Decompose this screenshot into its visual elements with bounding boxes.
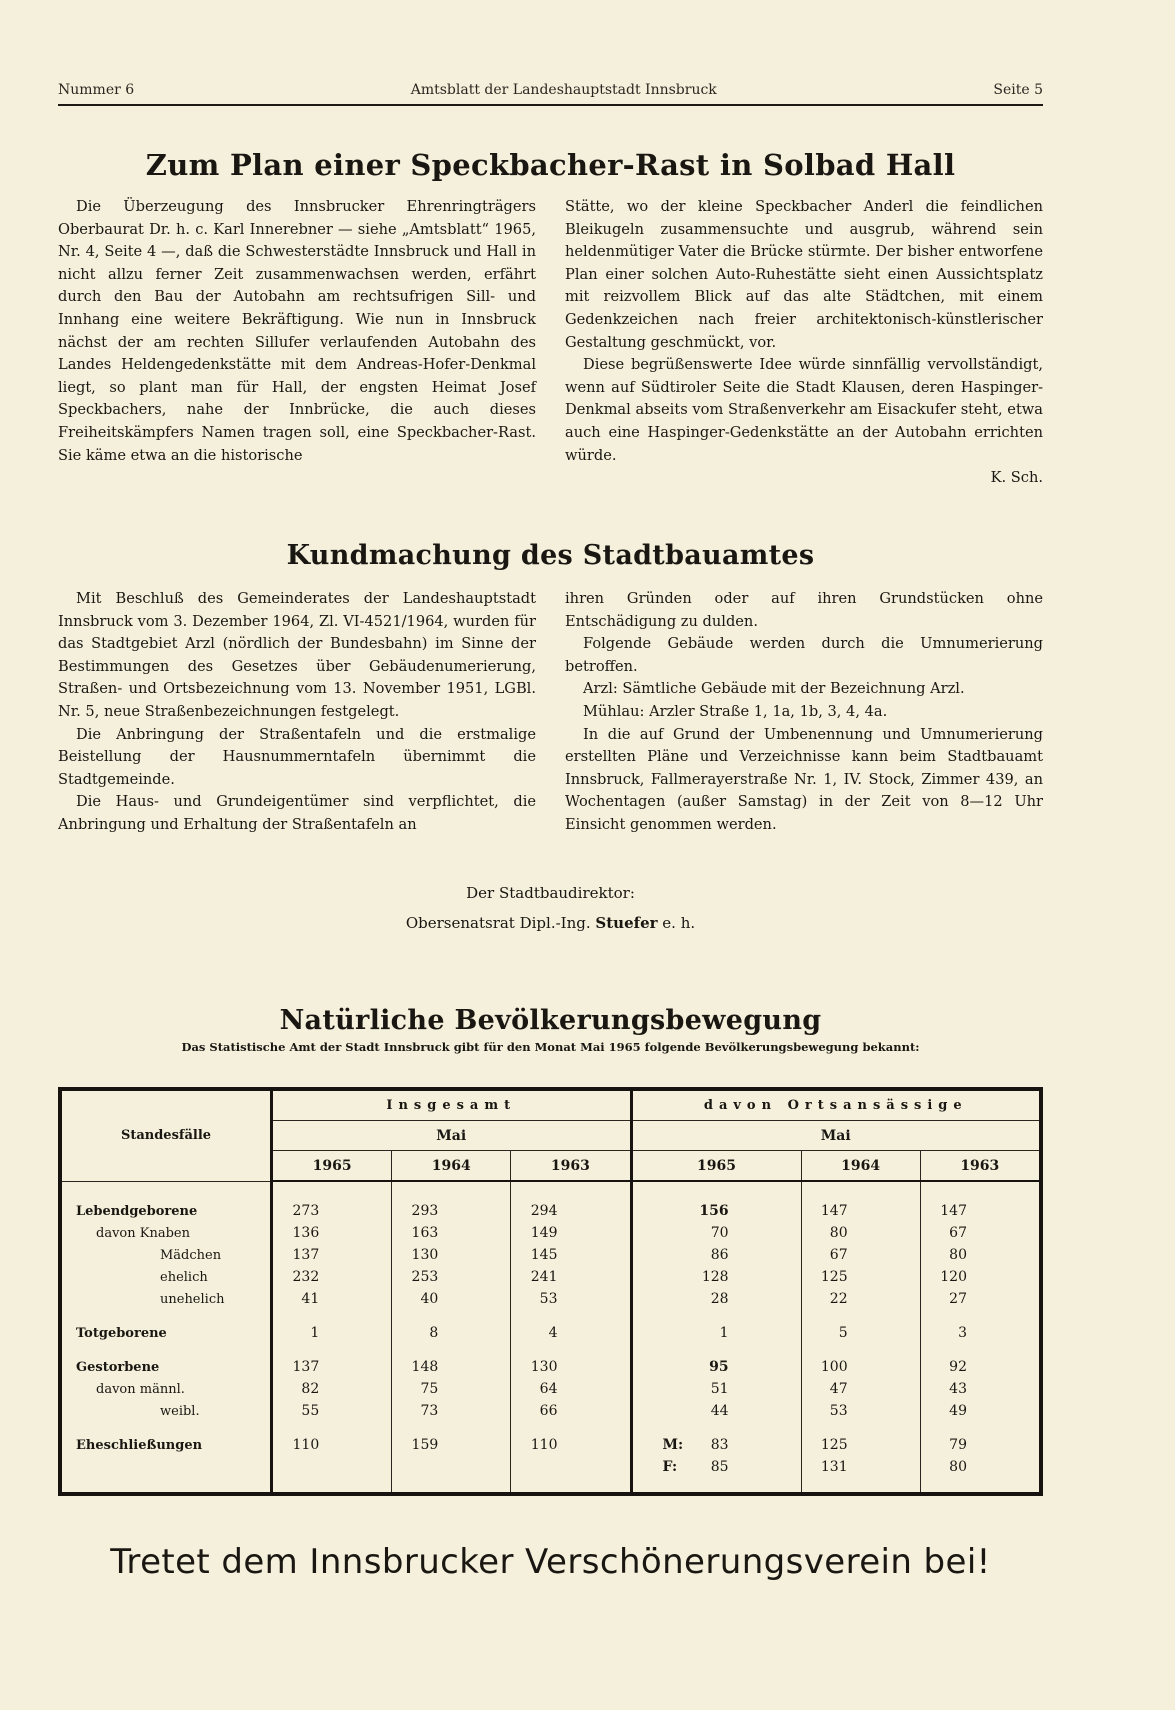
group-header-total: Insgesamt	[272, 1089, 632, 1121]
table-row: Lebendgeborene 273 293 294 156 147 147	[60, 1200, 1041, 1222]
month-header: Mai	[631, 1121, 1041, 1151]
left-column	[58, 196, 536, 490]
article-speckbacher-body	[58, 196, 1043, 490]
header-rule	[58, 104, 1043, 106]
paragraph: Die Haus- und Grundeigentümer sind verpflichtet, die Anbringung und Erhaltung der Straßentafeln an	[58, 793, 536, 833]
table-row: Gestorbene 137 148 130 95 100 92	[60, 1356, 1041, 1378]
table-intro: Das Statistische Amt der Stadt Innsbruck gibt für den Monat Mai 1965 folgende Bevölkerungsbewegung bekannt:	[181, 1040, 920, 1054]
table-row: ehelich 232 253 241 128 125 120	[60, 1266, 1041, 1288]
year-header: 1963	[920, 1151, 1041, 1182]
paragraph: Die Anbringung der Straßentafeln und die erstmalige Beistellung der Hausnummerntafeln übernimmt die Stadtgemeinde.	[58, 725, 536, 788]
table-row: Mädchen 137 130 145 86 67 80	[60, 1244, 1041, 1266]
signature-suffix: e. h.	[662, 914, 696, 932]
page-number: Seite 5	[993, 82, 1043, 98]
right-column	[565, 196, 1043, 490]
signature-line	[58, 908, 1043, 938]
article-title-speckbacher: Zum Plan einer Speckbacher-Rast in Solbad Hall	[145, 148, 956, 182]
article-title-kundmachung: Kundmachung des Stadtbauamtes	[286, 540, 815, 571]
article-kundmachung-body	[58, 588, 1043, 837]
table-row: Eheschließungen 110 159 110 M: 83 125 79	[60, 1434, 1041, 1456]
paragraph: Mit Beschluß des Gemeinderates der Landeshauptstadt Innsbruck vom 3. Dezember 1964, Zl. VI-4521/1964, wurden für das Stadtgebiet Arzl (nördlich der Bundesbahn) im Sinne der Bestimmungen des Gesetzes über Gebäudenumerierung, Straßen- und Ortsbezeichnung vom 13. November 1951, LGBl. Nr. 5, neue Straßenbezeichnungen festgelegt.	[58, 590, 536, 720]
year-header: 1965	[631, 1151, 801, 1182]
year-header: 1964	[392, 1151, 511, 1182]
paragraph: Mühlau: Arzler Straße 1, 1a, 1b, 3, 4, 4a.	[583, 702, 888, 720]
year-header: 1963	[511, 1151, 631, 1182]
table-row: davon Knaben 136 163 149 70 80 67	[60, 1222, 1041, 1244]
table-row: weibl. 55 73 66 44 53 49	[60, 1400, 1041, 1422]
signature-title: Der Stadtbaudirektor:	[466, 884, 635, 902]
marriage-marker-m: M:	[662, 1437, 684, 1453]
running-header	[58, 82, 1043, 98]
issue-number: Nummer 6	[58, 82, 135, 98]
marriage-marker-f: F:	[662, 1459, 678, 1475]
paragraph: Stätte, wo der kleine Speckbacher Anderl die feindlichen Bleikugeln zusammensuchte und ausgrub, während sein heldenmütiger Vater die Brücke stürmte. Der bisher entworfene Plan einer solchen Auto-Ruhestätte sieht einen Aussichtsplatz mit reizvollem Blick auf das alte Städtchen, mit einem Gedenkzeichen nach freier architektonisch-künstlerischer Gestaltung geschmückt, vor.	[565, 198, 1043, 351]
population-statistics-table	[58, 1087, 1043, 1496]
author-initials: K. Sch.	[990, 469, 1043, 487]
paragraph: ihren Gründen oder auf ihren Grundstücken ohne Entschädigung zu dulden.	[565, 590, 1043, 630]
right-column	[565, 588, 1043, 837]
signature-name: Stuefer	[595, 914, 658, 932]
table-row: Totgeborene 1 8 4 1 5 3	[60, 1322, 1041, 1344]
paragraph: Die Überzeugung des Innsbrucker Ehrenringträgers Oberbaurat Dr. h. c. Karl Innerebner — siehe „Amtsblatt“ 1965, Nr. 4, Seite 4 —, daß die Schwesterstädte Innsbruck und Hall in nicht allzu ferner Zeit zusammenwachsen werden, erfährt durch den Bau der Autobahn am rechtsufrigen Sill- und Innhang eine weitere Bekräftigung. Wie nun in Innsbruck nächst der am rechten Sillufer verlaufenden Autobahn des Landes Heldengedenkstätte mit dem Andreas-Hofer-Denkmal liegt, so plant man für Hall, der engsten Heimat Josef Speckbachers, nahe der Innbrücke, die auch dieses Freiheitskämpfers Namen tragen soll, eine Speckbacher-Rast. Sie käme etwa an die historische	[58, 198, 536, 464]
year-header: 1964	[801, 1151, 920, 1182]
month-header: Mai	[272, 1121, 632, 1151]
footer-motto: Tretet dem Innsbrucker Verschönerungsverein bei!	[110, 1542, 991, 1582]
left-column	[58, 588, 536, 837]
table-row: F: 85 131 80	[60, 1456, 1041, 1478]
paragraph: Diese begrüßenswerte Idee würde sinnfällig vervollständigt, wenn auf Südtiroler Seite die Stadt Klausen, deren Haspinger-Denkmal abseits vom Straßenverkehr am Eisackufer steht, etwa auch eine Haspinger-Gedenkstätte an der Autobahn errichten würde.	[565, 356, 1043, 464]
publication-name: Amtsblatt der Landeshauptstadt Innsbruck	[410, 82, 717, 98]
group-header-residents: davon Ortsansässige	[631, 1089, 1041, 1121]
paragraph: Arzl: Sämtliche Gebäude mit der Bezeichnung Arzl.	[583, 680, 965, 698]
table-row: unehelich 41 40 53 28 22 27	[60, 1288, 1041, 1310]
paragraph: Folgende Gebäude werden durch die Umnumerierung betroffen.	[565, 635, 1043, 675]
article-title-bevoelkerung: Natürliche Bevölkerungsbewegung	[279, 1005, 822, 1036]
year-header: 1965	[272, 1151, 392, 1182]
table-row: davon männl. 82 75 64 51 47 43	[60, 1378, 1041, 1400]
row-header: Standesfälle	[60, 1089, 272, 1181]
paragraph: In die auf Grund der Umbenennung und Umnumerierung erstellten Pläne und Verzeichnisse kann beim Stadtbauamt Innsbruck, Fallmerayerstraße Nr. 1, IV. Stock, Zimmer 439, an Wochentagen (außer Samstag) in der Zeit von 8—12 Uhr Einsicht genommen werden.	[565, 725, 1043, 833]
signature-prefix: Obersenatsrat Dipl.-Ing.	[405, 914, 591, 932]
